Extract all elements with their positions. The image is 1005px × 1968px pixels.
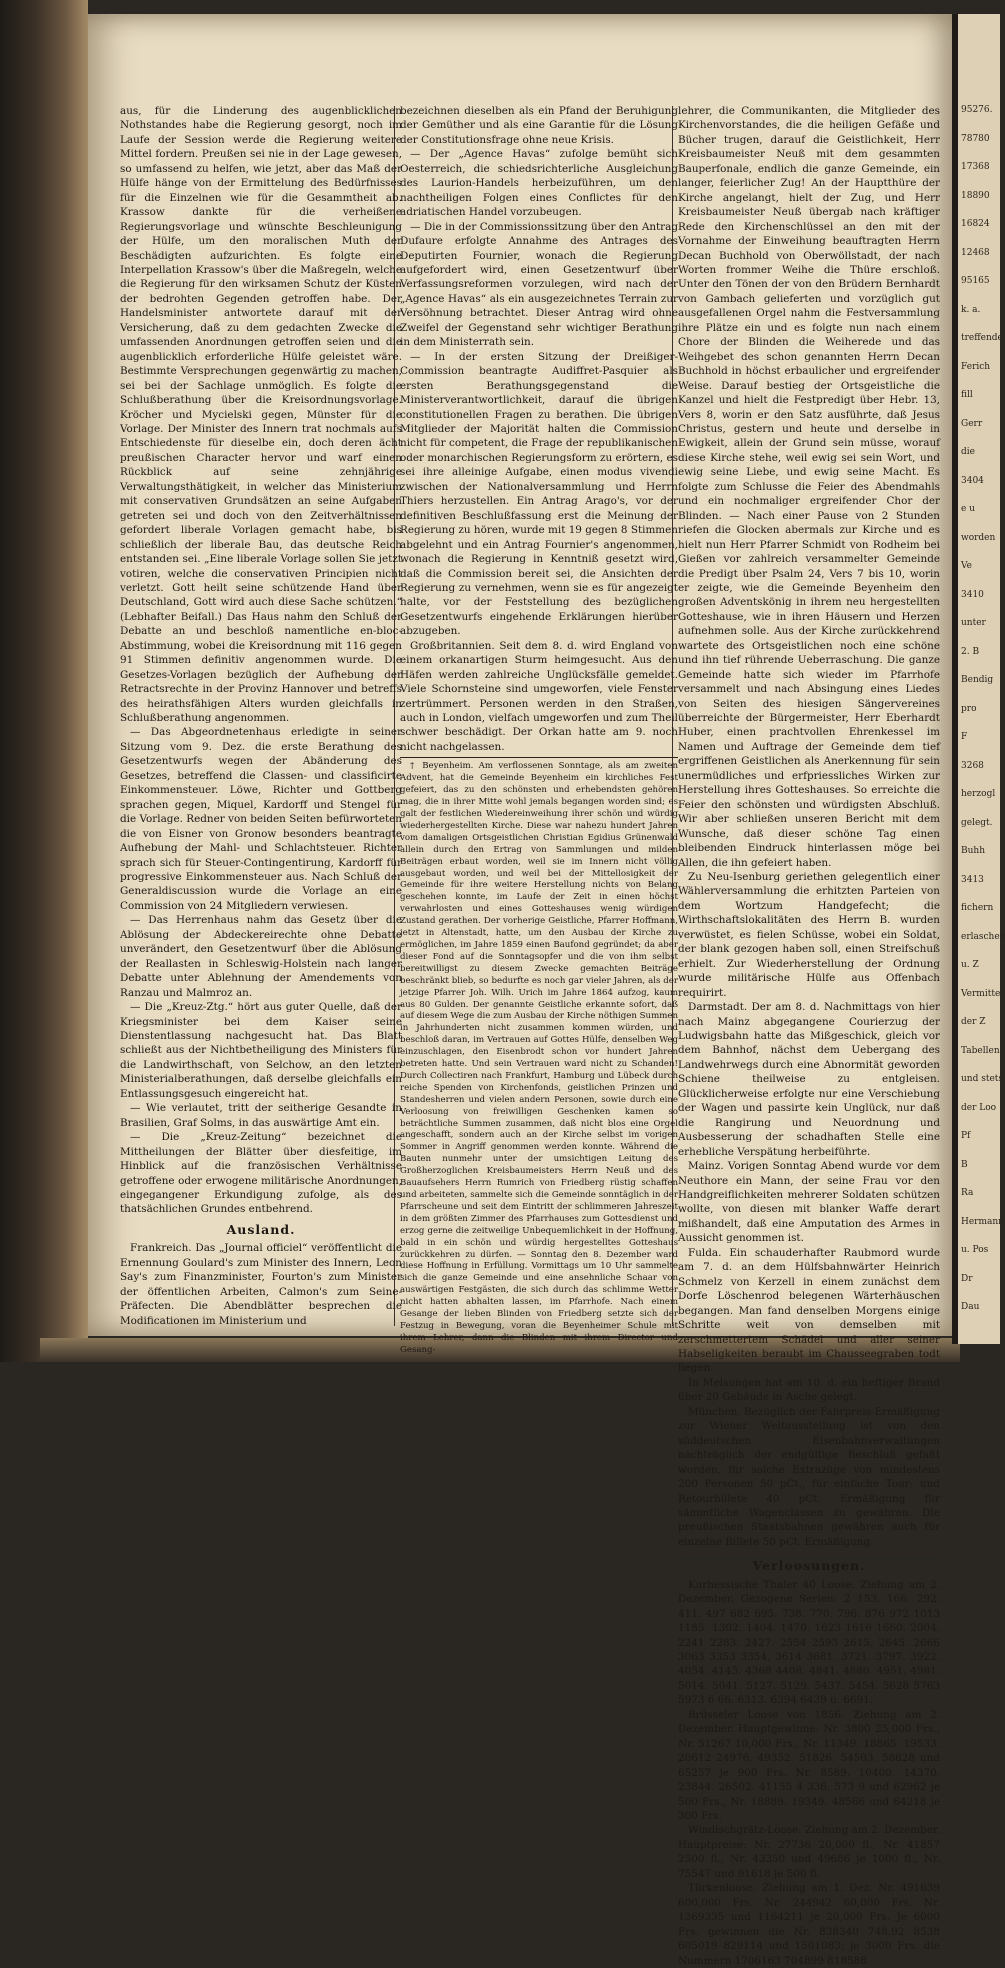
divider <box>678 1552 940 1553</box>
adjacent-page-text: gelegt. <box>961 818 993 828</box>
lottery-paragraph: Kurhessische Thaler 40 Loose. Ziehung am 2. Dezember. Gezogene Serien: 2 153. 166. 292. 411. 497 682 695. 738. 770. 796. 876 972 1013 1185. 1302. 1404. 1470. 1623 1616 1660. 2004. 2241 2283. 2427. 2554 2593 2615. 2645. 2666 3063 3353 3354. 3614 3681. 3721. 3797. 3922. 4054. 4145. 4368 4408. 4841. 4880. 4951. 4981. 5014. 5041. 5127. 5129. 5437. 5454. 5628 5763 5973 6 66. 6313. 6394 6439 u. 6691. <box>678 1578 940 1707</box>
adjacent-page-text: Pf <box>961 1131 971 1141</box>
article-paragraph: Mainz. Vorigen Sonntag Abend wurde vor dem Neuthore ein Mann, der seine Frau vor den Handgreiflichkeiten mehrerer Soldaten schützen wollte, von diesen mit blanker Waffe derart mißhandelt, daß eine Amputation des Armes in Aussicht genommen ist. <box>678 1160 940 1245</box>
adjacent-page-text: e u <box>961 504 975 514</box>
adjacent-page-text: 12468 <box>961 248 990 258</box>
adjacent-page-text: herzogl <box>961 789 996 799</box>
article-paragraph: — Der „Agence Havas“ zufolge bemüht sich Oesterreich, die schiedsrichterliche Ausgleichung des Laurion-Handels herbeizuführen, um den nachtheiligen Folgen eines Conflictes für den adriatischen Handel vorzubeugen. <box>400 148 678 219</box>
adjacent-page-text: 3268 <box>961 761 984 771</box>
adjacent-page-text: Ferich <box>961 362 991 372</box>
article-paragraph: — Die in der Commissionssitzung über den Antrag Dufaure erfolgte Annahme des Antrages des Deputirten Fournier, wonach die Regierung aufgefordert wird, einen Gesetzentwurf über Verfassungsreformen vorzulegen, wird nach der „Agence Havas“ als ein ausgezeichnetes Terrain zur Versöhnung betrachtet. Dieser Antrag wird ohne Zweifel der Gegenstand sehr wichtiger Berathung in dem Ministerrath sein. <box>400 220 678 349</box>
adjacent-page-text: worden <box>961 533 996 543</box>
adjacent-page-text: Hermann <box>961 1217 1004 1227</box>
adjacent-page-text: k. a. <box>961 305 981 315</box>
article-paragraph: — Die „Kreuz-Ztg.“ hört aus guter Quelle, daß der Kriegsminister bei dem Kaiser seine Dienstentlassung nachgesucht hat. Das Blatt schließt aus der Nichtbetheiligung des Ministers für die Landwirthschaft, von Selchow, an den letzten Ministerialberathungen, daß derselbe gleichfalls ein Entlassungsgesuch eingereicht hat. <box>120 1001 402 1100</box>
newspaper-page <box>88 14 952 1967</box>
article-paragraph: — Das Herrenhaus nahm das Gesetz über die Ablösung der Abdeckereirechte ohne Debatte unverändert, den Gesetzentwurf über die Ablösung der Reallasten in Schleswig-Holstein nach langer Debatte unter Ablehnung der Amendements von Ranzau und Malmroz an. <box>120 914 402 999</box>
adjacent-page-text: Ve <box>961 561 972 571</box>
adjacent-page-text: 3413 <box>961 875 984 885</box>
adjacent-page-text: Ra <box>961 1188 974 1198</box>
article-paragraph: München. Bezüglich der Fahrpreis-Ermäßigung zur Wiener Weltausstellung ist von den süddeutschen Eisenbahnverwaltungen nachträglich der endgültige Beschluß gefaßt worden, für solche Extrazüge von mindestens 200 Personen 50 pCt., für einfache Tour- und Retourbillete 40 pCt. Ermäßigung für sämmtliche Wagenclassen zu gewähren. Die preußischen Staatsbahnen gewähren auch für einzelne Billete 50 pCt. Ermäßigung. <box>678 1405 940 1548</box>
lottery-paragraph: Windischgrätz-Loose. Ziehung am 2. Dezember. Hauptpreise: Nr. 27736 20,000 fl., Nr. 41857 2500 fl., Nr. 43350 und 49686 je 1000 fl., Nr. 75547 und 91618 je 500 fl. <box>678 1824 940 1880</box>
adjacent-page-text: Dr <box>961 1274 973 1284</box>
adjacent-page-text: u. Pos <box>961 1245 989 1255</box>
section-heading-ausland: Ausland. <box>226 1221 296 1237</box>
article-paragraph: — Wie verlautet, tritt der seitherige Gesandte in Brasilien, Graf Solms, in das auswärtige Amt ein. <box>120 1102 402 1129</box>
adjacent-page-text: die <box>961 447 975 457</box>
adjacent-page-text: 18890 <box>961 191 990 201</box>
adjacent-page-text: 3410 <box>961 590 984 600</box>
adjacent-page-text: erlaschen <box>961 932 1005 942</box>
adjacent-page-text: 2. B <box>961 647 980 657</box>
lottery-paragraph: Brüsseler Loose von 1856. Ziehung am 2. Dezember. Hauptgewinne: Nr. 3800 25,000 Frs., Nr. 51267 10,000 Frs., Nr. 11349. 18865. 19533. 20612 24976. 49352. 51826. 54503. 58828 und 65257 je 900 Frs. Nr. 8589. 10400. 14370. 23844. 26502. 41155 4 336. 573 9 und 62962 je 500 Frs., Nr. 18889. 19349. 48566 und 64218 je 300 Frs. <box>678 1708 940 1823</box>
local-news-article: † Beyenheim. Am verflossenen Sonntage, als am zweiten Advent, hat die Gemeinde Beyenheim ein kirchliches Fest gefeiert, das zu den schönsten und erhebendsten gehören mag, die in ihrer Mitte wohl jemals begangen worden sind; es galt der festlichen Wiedereinweihung ihrer schön und würdig wiederhergestellten Kirche. Diese war nahezu hundert Jahren vom damaligen Ortsgeistlichen Christian Egidius Grünenwald allein durch den Ertrag von Sammlungen und milden Beiträgen erbaut worden, weil sie im Innern nicht völlig ausgebaut worden, und weil bei der Mittellosigkeit der Gemeinde für ihre weitere Herstellung nichts von Belang geschehen konnte, im Laufe der Zeit in einen höchst verwahrlosten und eines Gotteshauses wenig würdigen Zustand gerathen. Der vorherige Geistliche, Pfarrer Hoffmann, jetzt in Altenstadt, hatte, um den Ausbau der Kirche zu ermöglichen, im Jahre 1859 einen Baufond gegründet; da aber dieser Fond auf die Sonntagsopfer und die von ihm selbst bereitwilligst zu diesem Zwecke gemachten Beiträge beschränkt blieb, so bedurfte es noch gar vieler Jahren, als der jetzige Pfarrer Joh. Wilh. Urich im Jahre 1864 aufzog, kaum aus 80 Gulden. Der genannte Geistliche erkannte sofort, daß auf diesem Wege die zum Ausbau der Kirche nöthigen Summen in Jahrhunderten nicht zusammen kommen würden, und beschloß daran, im Vertrauen auf Gottes Hülfe, denselben Weg einzuschlagen, den Eisenbrodt schon vor hundert Jahren betreten hatte. Und sein Vertrauen ward nicht zu Schanden! Durch Collectiren nach Frankfurt, Hamburg und Lübeck durch reiche Spenden von Kirchenfonds, geistlichen Prinzen und Standesherren und vielen andern Personen, sowie durch eine Verloosung von freiwilligen Geschenken kamen so beträchtliche Summen zusammen, daß nicht blos eine Orgel angeschafft, sondern auch an der Kirche selbst im vorigen Sommer in Angriff genommen werden konnte. Während die Bauten nunmehr unter der umsichtigen Leitung des Großherzoglichen Kreisbaumeisters Herrn Neuß und des Bauaufsehers Herrn Rumrich von Friedberg rüstig schaffen und arbeiteten, sammelte sich die Gemeinde sonntäglich in der Pfarrscheune und seit dem Eintritt der schlimmeren Jahreszeit in dem größten Zimmer des Pfarrhauses zum Gottesdienst und erzog gerne die zeitweilige Unbequemlichkeit in der Hoffnung, bald in ein schön und würdig hergestelltes Gotteshaus zurückkehren zu dürfen. — Sonntag den 8. Dezember ward diese Hoffnung in Erfüllung. Vormittags um 10 Uhr sammelte sich die ganze Gemeinde und eine ansehnliche Schaar von auswärtigen Festgästen, die sich durch das schlimme Wetter nicht hatten abhalten lassen, im Pfarrhofe. Nach einem Gesange der lieben Blinden von Friedberg setzte sich der Festzug in Bewegung, voran die Beyenheimer Schule mit ihrem Lehrer, dann die Blinden mit ihrem Director und Gesang- <box>400 761 678 1355</box>
article-paragraph: In Melsungen hat am 10. d. ein heftiger Brand über 20 Gebäude in Asche gelegt. <box>678 1376 940 1404</box>
adjacent-page-text: Vermitte <box>961 989 1001 999</box>
adjacent-page-fragment <box>958 14 1005 1344</box>
adjacent-page-text: fichern <box>961 903 994 913</box>
adjacent-page-text: Gerr <box>961 419 983 429</box>
column-3 <box>678 104 940 1967</box>
article-paragraph: lehrer, die Communikanten, die Mitglieder des Kirchenvorstandes, die die heiligen Gefäße und Bücher trugen, darauf die Geistlichkeit, Herr Kreisbaumeister Neuß mit dem gesammten Bauperfonale, endlich die ganze Gemeinde, ein langer, feierlicher Zug! An der Hauptthüre der Kirche angelangt, hielt der Zug, und Herr Kreisbaumeister Neuß übergab nach kräftiger Rede den Kirchenschlüssel an den mit der Vornahme der Einweihung beauftragten Herrn Decan Buchhold von Oberwöllstadt, der nach Worten frommer Weihe die Thüre erschloß. Unter den Tönen der von den Brüdern Bernhardt von Gambach gelieferten und vorzüglich gut ausgefallenen Orgel nahm die Festversammlung ihre Plätze ein und es folgte nun nach einem Chore der Blinden die Weiherede und das Weihgebet des schon genannten Herrn Decan Buchhold in höchst erbaulicher und ergreifender Weise. Darauf bestieg der Ortsgeistliche die Kanzel und hielt die Festpredigt über Hebr. 13, Vers 8, worin er den Satz ausführte, daß Jesus Christus, gestern und heute und derselbe in Ewigkeit, allein der Grund sein müsse, worauf diese Kirche stehe, weil ewig sei sein Wort, und ewig seine Liebe, und ewig seine Macht. Es folgte zum Schlusse die Feier des Abendmahls und ein nochmaliger ergreifender Chor der Blinden. — Nach einer Pause von 2 Stunden riefen die Glocken abermals zur Kirche und es hielt nun Herr Pfarrer Schmidt von Rodheim bei Gießen vor zahlreich versammelter Gemeinde die Predigt über Psalm 24, Vers 7 bis 10, worin er zeigte, wie die Gemeinde Beyenheim den großen Adventskönig in ihrem neu hergestellten Gotteshause, wie in ihren Häusern und Herzen aufnehmen solle. Aus der Kirche zurückkehrend wartete des Ortsgeistlichen noch eine schöne und ihn tief rührende Ueberraschung. Die ganze Gemeinde hatte sich wieder im Pfarrhofe versammelt und nach Absingung eines Liedes von Seiten des hiesigen Sängervereines überreichte der Bürgermeister, Herr Eberhardt Huber, einen prachtvollen Ehrenkessel im Namen und Auftrage der Gemeinde dem tief ergriffenen Geistlichen als Anerkennung für sein unermüdliches und erfpriessliches Wirken zur Herstellung ihres Gotteshauses. So erreichte die Feier den schönsten und würdigsten Abschluß. Wir aber schließen unseren Bericht mit dem Wunsche, daß dieser schöne Tag einen bleibenden Eindruck hinterlassen möge bei Allen, die ihn gefeiert haben. <box>678 105 940 869</box>
article-paragraph: — Das Abgeordnetenhaus erledigte in seiner Sitzung vom 9. Dez. die erste Berathung des Gesetzentwurfs wegen der Abänderung des Gesetzes, betreffend die Classen- und classificirte Einkommensteuer. Löwe, Richter und Gottberg sprachen gegen, Miquel, Kardorff und Stengel für die Vorlage. Redner von beiden Seiten befürworteten die von Eisner von Gronow besonders beantragte Aufhebung der Mahl- und Schlachtsteuer. Richter sprach sich für Steuer-Contingentirung, Kardorff für progressive Einkommensteuer aus. Nach Schluß der Generaldiscussion wurde die Vorlage an eine Commission von 24 Mitgliedern verwiesen. <box>120 726 402 912</box>
adjacent-page-text: Tabellen <box>961 1046 1000 1056</box>
adjacent-page-text: F <box>961 732 968 742</box>
article-paragraph: — Die „Kreuz-Zeitung“ bezeichnet die Mittheilungen der Blätter über diesfeitige, im Hinblick auf die französischen Verhältnisse getroffene oder erwogene militärische Anordnungen, eingegangener Erkundigung zufolge, als des thatsächlichen Grundes entbehrend. <box>120 1131 402 1216</box>
adjacent-page-text: 95276. <box>961 105 993 115</box>
adjacent-page-text: unter <box>961 618 986 628</box>
adjacent-page-text: Buhh <box>961 846 986 856</box>
article-paragraph: aus, für die Linderung des augenblicklichen Nothstandes habe die Regierung gesorgt, noch im Laufe der Session werde die Regierung weitere Mittel fordern. Preußen sei nie in der Lage gewesen, so umfassend zu helfen, wie jetzt, aber das Maß der Hülfe hänge von der Ermittelung des Bedürfnisses für die Einzelnen wie für die Gesammtheit ab. Krassow dankte für die verheißene Regierungsvorlage und wünschte Beschleunigung der Hülfe, um den moralischen Muth der Beschädigten aufzurichten. Es folgte eine Interpellation Krassow's über die Maßregeln, welche die Regierung für den wirksamen Schutz der Küsten der bedrohten Gegenden getroffen habe. Der Handelsminister antwortete darauf mit der Versicherung, daß zu dem gedachten Zwecke die umfassenden Anordnungen getroffen seien und die augenblicklich erforderliche Hülfe geleistet wäre. Bestimmte Versprechungen gegenwärtig zu machen, sei bei der Sachlage unmöglich. Es folgte die Schlußberathung über die Kreisordnungsvorlage. Kröcher und Mycielski gegen, Münster für die Vorlage. Der Minister des Innern trat nochmals aufs Entschiedenste für dieselbe ein, doch deren ächt preußischen Character hervor und warf einen Rückblick auf seine zehnjährige Verwaltungsthätigkeit, in welcher das Ministerium mit conservativen Grundsätzen an seine Aufgaben getreten sei und doch von den Zeitverhältnissen gefordert liberale Vorlagen gemacht habe, bis schließlich der liberale Bau, das deutsche Reich entstanden sei. „Eine liberale Vorlage sollen Sie jetzt votiren, welche die conservativen Principien nicht verletzt. Gott heilt seine schützende Hand über Deutschland, Gott wird auch diese Sache schützen.“ (Lebhafter Beifall.) Das Haus nahm den Schluß der Debatte an und beschloß namentliche en-bloc-Abstimmung, wobei die Kreisordnung mit 116 gegen 91 Stimmen definitiv angenommen wurde. Die Gesetzes-Vorlagen bezüglich der Aufhebung der Retractsrechte in der Provinz Hannover und betreffs des heirathsfähigen Alters wurden gleichfalls in Schlußberathung angenommen. <box>120 105 402 725</box>
adjacent-page-text: fill <box>961 390 973 400</box>
section-heading-verloosungen: Verloosungen. <box>752 1558 866 1574</box>
column-2 <box>400 104 678 1355</box>
divider <box>400 757 678 758</box>
article-paragraph: Fulda. Ein schauderhafter Raubmord wurde am 7. d. an dem Hülfsbahnwärter Heinrich Schmelz von Kerzell in einem zunächst dem Dorfe Löschenrod belegenen Wärterhäuschen begangen. Man fand denselben Morgens einige Schritte weit von demselben mit zerschmettertem Schädel und aller seiner Habseligkeiten beraubt im Chausseegraben todt liegen. <box>678 1246 940 1375</box>
article-paragraph: Frankreich. Das „Journal officiel“ veröffentlicht die Ernennung Goulard's zum Minister des Innern, Leon Say's zum Finanzminister, Fourton's zum Minister der öffentlichen Arbeiten, Calmon's zum Seine-Präfecten. Die Abendblätter besprechen die Modificationen im Ministerium und <box>120 1242 402 1327</box>
adjacent-page-text: 3404 <box>961 476 984 486</box>
adjacent-page-text: 95165 <box>961 276 990 286</box>
adjacent-page-text: 78780 <box>961 134 990 144</box>
adjacent-page-text: Bendig <box>961 675 994 685</box>
adjacent-page-text: treffende <box>961 333 1003 343</box>
lottery-paragraph: Türkenloose. Ziehung am 1. Dez. Nr. 491639 600,000 Frs. Nr. 244942 60,000 Frs. Nr. 1369335 und 1164211 je 20,000 Frs. Je 6000 Frs. gewinnen die Nr. 838340 748.92 8538 605019 829114 und 1501083; je 3000 Frs. die Nummern 1706163 704899 818588 <box>678 1882 940 1967</box>
adjacent-page-text: und stets <box>961 1074 1004 1084</box>
adjacent-page-text: B <box>961 1160 968 1170</box>
adjacent-page-text: der Loo <box>961 1103 997 1113</box>
adjacent-page-text: der Z <box>961 1017 986 1027</box>
adjacent-page-text: pro <box>961 704 977 714</box>
adjacent-page-text: 16824 <box>961 219 990 229</box>
adjacent-page-text: Dau <box>961 1302 980 1312</box>
article-paragraph: Darmstadt. Der am 8. d. Nachmittags von hier nach Mainz abgegangene Courierzug der Ludwigsbahn hatte das Mißgeschick, gleich vor dem Bahnhof, nächst dem Uebergang des Landwehrwegs durch eine Abnormität geworden Schiene theilweise zu entgleisen. Glücklicherweise erfolgte nur eine Verschiebung der Wagen und passirte kein Unglück, nur daß die Rangirung und Neuordnung und Ausbesserung der schadhaften Stelle eine erhebliche Verspätung herbeiführte. <box>678 1001 940 1158</box>
article-paragraph: Zu Neu-Isenburg geriethen gelegentlich einer Wählerversammlung die erhitzten Parteien von dem Wortzum Handgefecht; die Wirthschaftslokalitäten des Herrn B. wurden verwüstet, es fielen Schüsse, wobei ein Soldat, der blank gezogen haben soll, einen Streifschuß erhielt. Zur Wiederherstellung der Ordnung wurde militärische Hülfe aus Offenbach requirirt. <box>678 871 940 999</box>
article-paragraph: Großbritannien. Seit dem 8. d. wird England von einem orkanartigen Sturm heimgesucht. Aus den Häfen werden zahlreiche Unglücksfälle gemeldet. Viele Schornsteine sind umgeworfen, viele Fenster zertrümmert. Personen werden in den Straßen, auch in London, vielfach umgeworfen und zum Theil schwer beschädigt. Der Orkan hatte am 9. noch nicht nachgelassen. <box>400 639 678 753</box>
article-paragraph: bezeichnen dieselben als ein Pfand der Beruhigung der Gemüther und als eine Garantie für die Lösung der Constitutionsfrage ohne neue Krisis. <box>400 105 678 146</box>
column-1 <box>120 104 402 1336</box>
book-binding <box>0 0 88 1362</box>
adjacent-page-text: u. Z <box>961 960 979 970</box>
article-paragraph: — In der ersten Sitzung der Dreißiger-Commission beantragte Audiffret-Pasquier als ersten Berathungsgegenstand die Ministerverantwortlichkeit, darauf die übrigen constitutionellen Fragen zu berathen. Die übrigen Mitglieder der Majorität halten die Commission nicht für competent, die Frage der republikanischen oder monarchischen Regierungsform zu erörtern, es sei ihre alleinige Aufgabe, einen modus vivendi zwischen der Nationalversammlung und Herrn Thiers herzustellen. Ein Antrag Arago's, vor der definitiven Beschlußfassung erst die Meinung der Regierung zu hören, wurde mit 19 gegen 8 Stimmen abgelehnt und ein Antrag Fournier's angenommen, wonach die Regierung in Kenntniß gesetzt wird, daß die Commission bereit sei, die Ansichten der Regierung zu vernehmen, wenn sie es für angezeigt halte, vor der Feststellung des bezüglichen Gesetzentwurfs eingehende Erklärungen hierüber abzugeben. <box>400 350 678 638</box>
adjacent-page-text: 17368 <box>961 162 990 172</box>
